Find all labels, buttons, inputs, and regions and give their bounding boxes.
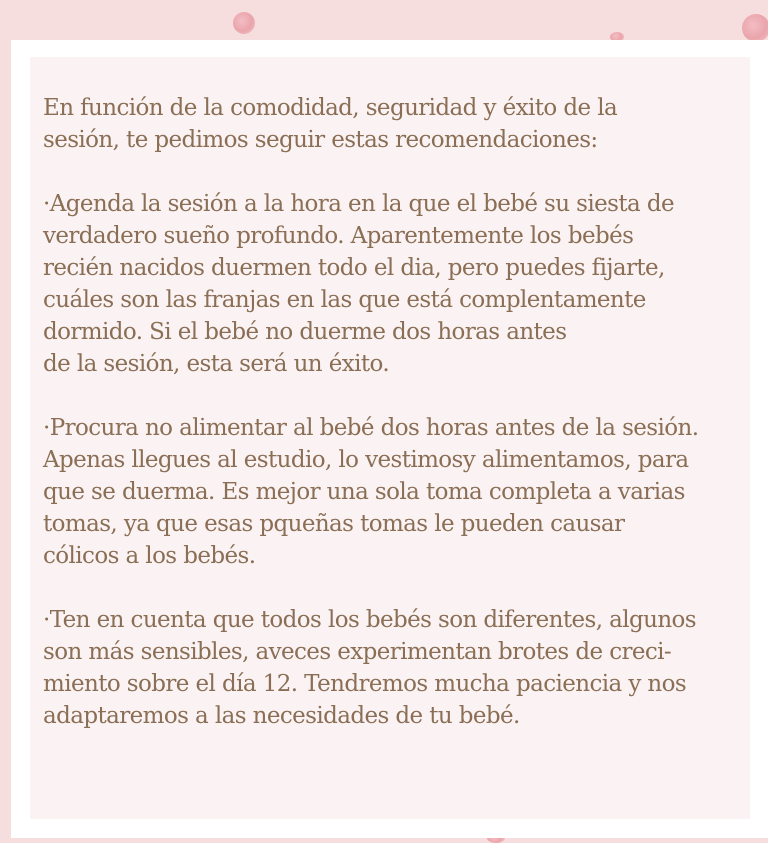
text-line: sesión, te pedimos seguir estas recomendaciones: [43,127,598,153]
text-line: adaptaremos a las necesidades de tu bebé. [43,703,520,729]
patience-paragraph [43,604,743,732]
text-line: ·Agenda la sesión a la hora en la que el bebé su siesta de [43,191,674,217]
text-line: ·Ten en cuenta que todos los bebés son diferentes, algunos [43,607,696,633]
text-line: recién nacidos duermen todo el dia, pero puedes fijarte, [43,255,665,281]
text-line: son más sensibles, aveces experimentan brotes de creci- [43,639,672,665]
text-line: que se duerma. Es mejor una sola toma completa a varias [43,479,685,505]
text-line: cuáles son las franjas en las que está complentamente [43,287,646,313]
intro-paragraph [43,92,743,156]
text-line: verdadero sueño profundo. Aparentemente los bebés [43,223,634,249]
text-line: tomas, ya que esas pqueñas tomas le pueden causar [43,511,625,537]
text-line: Apenas llegues al estudio, lo vestimosy alimentamos, para [43,447,689,473]
text-line: ·Procura no alimentar al bebé dos horas antes de la sesión. [43,415,699,441]
feeding-paragraph [43,412,743,572]
text-line: miento sobre el día 12. Tendremos mucha paciencia y nos [43,671,687,697]
text-line: de la sesión, esta será un éxito. [43,351,390,377]
text-line: dormido. Si el bebé no duerme dos horas antes [43,319,567,345]
decorative-dot [742,14,768,42]
text-line: cólicos a los bebés. [43,543,256,569]
decorative-dot [233,12,255,34]
schedule-paragraph [43,188,743,380]
recommendations-text [43,92,743,732]
text-line: En función de la comodidad, seguridad y éxito de la [43,95,618,121]
